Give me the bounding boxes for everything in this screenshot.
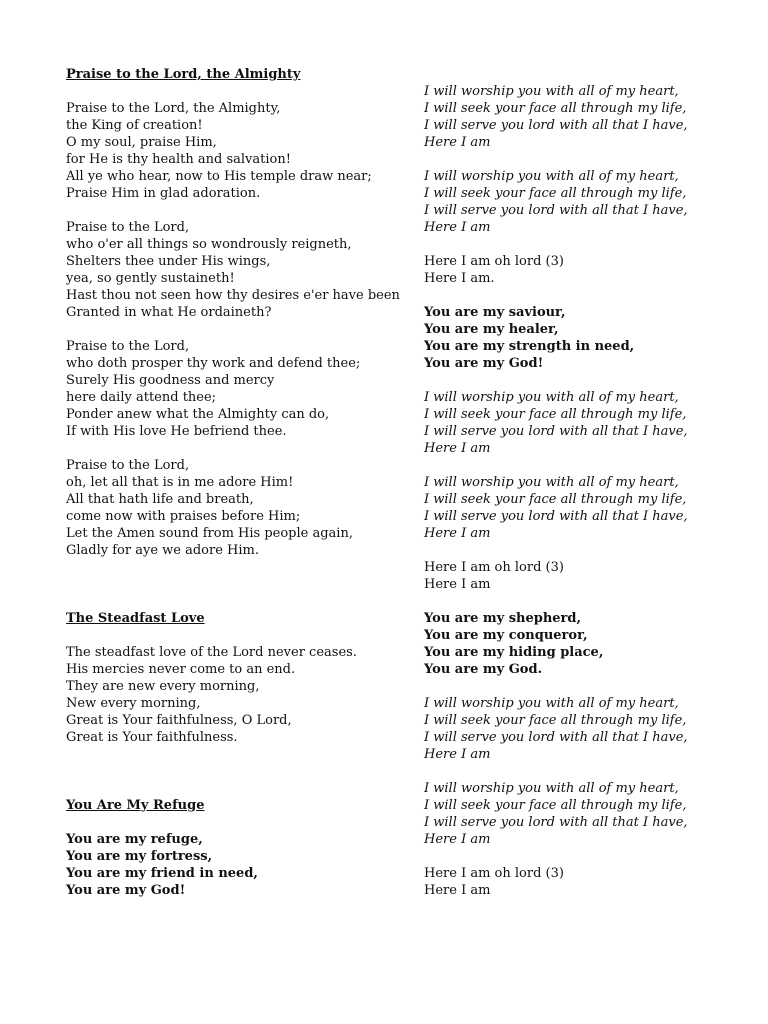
lyric-line: Praise to the Lord,	[66, 339, 190, 354]
lyric-line: Praise to the Lord,	[66, 458, 190, 473]
spacer	[424, 66, 744, 83]
lyric-line: His mercies never come to an end.	[66, 662, 296, 677]
spacer	[66, 440, 411, 457]
spacer	[66, 83, 411, 100]
lyric-line: Ponder anew what the Almighty can do,	[66, 407, 330, 422]
spacer	[424, 542, 744, 559]
chorus-stanza	[424, 610, 744, 678]
lyric-line: Here I am oh lord (3)	[424, 254, 564, 269]
lyric-line: You are my God!	[66, 883, 186, 898]
lyric-line: Great is Your faithfulness.	[66, 730, 238, 745]
lyric-line: Praise Him in glad adoration.	[66, 186, 261, 201]
lyric-line: I will serve you lord with all that I have,	[424, 815, 688, 830]
lyric-line: I will seek your face all through my life,	[424, 186, 687, 201]
spacer	[66, 780, 411, 797]
left-column	[66, 66, 411, 899]
spacer	[66, 559, 411, 576]
lyric-line: You are my friend in need,	[66, 866, 258, 881]
spacer	[424, 151, 744, 168]
lyric-line: You are my God!	[424, 356, 544, 371]
lyric-line: I will worship you with all of my heart,	[424, 475, 679, 490]
chorus-stanza	[66, 831, 411, 899]
refrain-stanza	[424, 168, 744, 236]
lyric-line: I will serve you lord with all that I have,	[424, 509, 688, 524]
spacer	[66, 746, 411, 763]
spacer	[66, 763, 411, 780]
lyric-line: Surely His goodness and mercy	[66, 373, 275, 388]
lyric-line: Gladly for aye we adore Him.	[66, 543, 260, 558]
lyric-line: New every morning,	[66, 696, 201, 711]
lyric-line: The steadfast love of the Lord never ceases.	[66, 645, 357, 660]
lyric-line: the King of creation!	[66, 118, 203, 133]
spacer	[66, 627, 411, 644]
lyric-line: Let the Amen sound from His people again,	[66, 526, 353, 541]
verse-stanza	[66, 457, 411, 559]
lyric-line: Here I am	[424, 526, 491, 541]
lyric-line: You are my God.	[424, 662, 543, 677]
spacer	[66, 321, 411, 338]
spacer	[424, 593, 744, 610]
lyric-line: Praise to the Lord,	[66, 220, 190, 235]
lyric-line: Granted in what He ordaineth?	[66, 305, 272, 320]
lyric-line: I will seek your face all through my life,	[424, 713, 687, 728]
lyric-line: I will seek your face all through my life,	[424, 101, 687, 116]
lyric-line: If with His love He befriend thee.	[66, 424, 287, 439]
lyric-line: who o'er all things so wondrously reigneth,	[66, 237, 352, 252]
refrain-stanza	[424, 780, 744, 848]
lyric-line: All that hath life and breath,	[66, 492, 254, 507]
refrain-stanza	[424, 695, 744, 763]
lyric-line: You are my fortress,	[66, 849, 213, 864]
lyric-line: Here I am	[424, 883, 491, 898]
verse-stanza	[66, 338, 411, 440]
refrain-stanza	[424, 83, 744, 151]
lyric-line: come now with praises before Him;	[66, 509, 301, 524]
song-title: Praise to the Lord, the Almighty	[66, 67, 301, 82]
lyric-line: You are my refuge,	[66, 832, 203, 847]
lyric-line: I will seek your face all through my life,	[424, 407, 687, 422]
lyric-line: You are my shepherd,	[424, 611, 582, 626]
refrain-stanza	[424, 474, 744, 542]
lyric-line: I will serve you lord with all that I have,	[424, 203, 688, 218]
lyric-line: You are my saviour,	[424, 305, 566, 320]
chorus-stanza	[424, 304, 744, 372]
spacer	[424, 287, 744, 304]
verse-stanza	[424, 559, 744, 593]
lyric-line: Here I am	[424, 577, 491, 592]
song-title: You Are My Refuge	[66, 798, 205, 813]
lyric-line: You are my healer,	[424, 322, 559, 337]
lyric-line: Here I am oh lord (3)	[424, 866, 564, 881]
lyric-line: I will serve you lord with all that I have,	[424, 424, 688, 439]
verse-stanza	[424, 253, 744, 287]
lyric-line: I will worship you with all of my heart,	[424, 696, 679, 711]
lyric-line: Hast thou not seen how thy desires e'er have been	[66, 288, 400, 303]
lyric-line: Praise to the Lord, the Almighty,	[66, 101, 281, 116]
lyric-line: I will worship you with all of my heart,	[424, 169, 679, 184]
lyric-line: O my soul, praise Him,	[66, 135, 217, 150]
lyric-line: here daily attend thee;	[66, 390, 217, 405]
lyric-line: They are new every morning,	[66, 679, 260, 694]
right-column	[424, 66, 744, 899]
lyric-line: Here I am	[424, 220, 491, 235]
spacer	[66, 202, 411, 219]
lyric-line: I will worship you with all of my heart,	[424, 390, 679, 405]
spacer	[424, 848, 744, 865]
refrain-stanza	[424, 389, 744, 457]
spacer	[66, 814, 411, 831]
lyric-line: You are my hiding place,	[424, 645, 604, 660]
lyric-line: yea, so gently sustaineth!	[66, 271, 235, 286]
verse-stanza	[66, 100, 411, 202]
lyric-line: Here I am	[424, 747, 491, 762]
lyric-line: Here I am.	[424, 271, 495, 286]
verse-stanza	[66, 644, 411, 746]
lyric-line: Great is Your faithfulness, O Lord,	[66, 713, 292, 728]
verse-stanza	[424, 865, 744, 899]
lyric-line: You are my strength in need,	[424, 339, 635, 354]
lyric-line: Here I am oh lord (3)	[424, 560, 564, 575]
lyric-line: I will worship you with all of my heart,	[424, 84, 679, 99]
lyric-line: for He is thy health and salvation!	[66, 152, 291, 167]
spacer	[66, 576, 411, 593]
lyric-line: who doth prosper thy work and defend thee;	[66, 356, 361, 371]
lyric-line: I will seek your face all through my life,	[424, 492, 687, 507]
lyric-line: Here I am	[424, 135, 491, 150]
lyric-line: Here I am	[424, 832, 491, 847]
lyric-line: All ye who hear, now to His temple draw near;	[66, 169, 372, 184]
song-title: The Steadfast Love	[66, 611, 205, 626]
spacer	[66, 593, 411, 610]
spacer	[424, 236, 744, 253]
spacer	[424, 457, 744, 474]
lyric-line: I will seek your face all through my life,	[424, 798, 687, 813]
lyric-line: Shelters thee under His wings,	[66, 254, 271, 269]
verse-stanza	[66, 219, 411, 321]
lyric-line: Here I am	[424, 441, 491, 456]
lyric-line: You are my conqueror,	[424, 628, 588, 643]
lyric-line: I will serve you lord with all that I have,	[424, 730, 688, 745]
lyric-line: oh, let all that is in me adore Him!	[66, 475, 294, 490]
lyric-line: I will serve you lord with all that I have,	[424, 118, 688, 133]
spacer	[424, 372, 744, 389]
lyric-line: I will worship you with all of my heart,	[424, 781, 679, 796]
spacer	[424, 763, 744, 780]
spacer	[424, 678, 744, 695]
